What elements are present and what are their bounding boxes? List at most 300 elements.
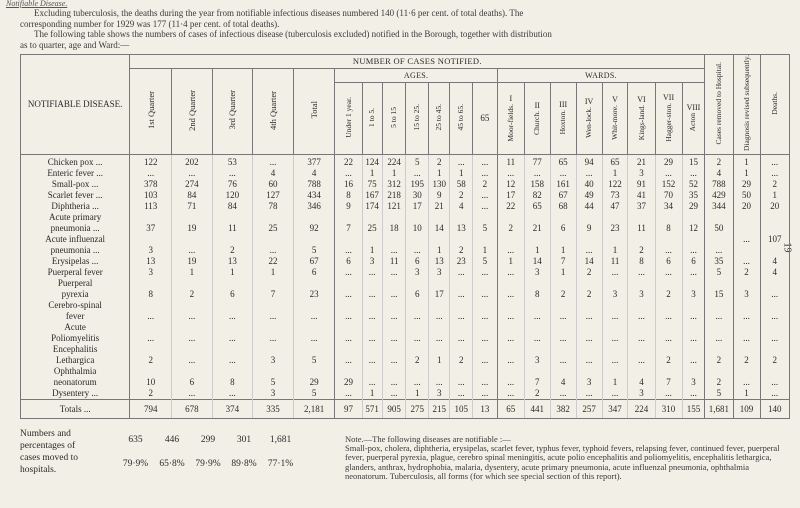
table-cell: 17	[429, 289, 450, 300]
hospital-percentage: 79·9%	[195, 459, 221, 469]
table-cell	[253, 234, 294, 245]
table-cell	[406, 234, 429, 245]
table-cell	[705, 322, 733, 333]
table-cell: ...	[733, 234, 760, 245]
table-cell: 4	[628, 377, 655, 388]
hospital-percentage: 89·8%	[231, 459, 257, 469]
table-cell: ...	[450, 388, 473, 400]
table-cell: ...	[172, 311, 213, 322]
table-cell: 13	[212, 256, 253, 267]
table-cell	[130, 212, 172, 223]
table-cell: ...	[550, 168, 576, 179]
table-cell	[550, 344, 576, 355]
table-cell: 94	[576, 155, 602, 169]
table-cell: 11	[628, 223, 655, 234]
table-cell: ...	[253, 155, 294, 169]
table-cell	[450, 344, 473, 355]
page-header-note: Notifiable Disease.	[6, 0, 68, 8]
table-cell: 224	[382, 155, 406, 169]
table-cell	[602, 344, 628, 355]
table-cell: 8	[655, 223, 682, 234]
table-cell: ...	[550, 311, 576, 322]
table-cell	[760, 212, 789, 223]
table-cell: ...	[497, 168, 524, 179]
ward-header: III Hoxton.	[550, 83, 576, 155]
table-cell	[497, 278, 524, 289]
table-cell: 2	[655, 289, 682, 300]
table-cell: 905	[382, 400, 406, 419]
table-cell: 41	[628, 190, 655, 201]
table-cell	[733, 245, 760, 256]
table-cell	[293, 366, 335, 377]
table-cell: 22	[253, 256, 294, 267]
table-cell: ...	[293, 333, 335, 344]
table-cell: 103	[130, 190, 172, 201]
table-cell: ...	[602, 267, 628, 278]
table-cell: 44	[576, 201, 602, 212]
table-cell	[406, 212, 429, 223]
table-cell: 34	[655, 201, 682, 212]
table-cell	[497, 234, 524, 245]
table-row	[21, 278, 790, 289]
notifiable-diseases-note	[331, 435, 786, 481]
disease-name: Cerebro-spinal	[21, 300, 130, 311]
table-cell: 1	[406, 388, 429, 400]
table-cell: 17	[406, 201, 429, 212]
table-cell: 3	[628, 168, 655, 179]
table-cell: 788	[705, 179, 733, 190]
table-cell: 65	[497, 400, 524, 419]
disease-name: Ophthalmia	[21, 366, 130, 377]
table-cell: ...	[497, 333, 524, 344]
table-cell	[705, 212, 733, 223]
table-cell: ...	[212, 168, 253, 179]
table-cell: ...	[382, 377, 406, 388]
table-cell: 2	[497, 223, 524, 234]
table-cell: 15	[682, 155, 705, 169]
table-cell: ...	[628, 311, 655, 322]
hospital-percentage: 77·1%	[267, 459, 294, 469]
table-cell: 678	[172, 400, 213, 419]
table-cell	[382, 344, 406, 355]
table-cell: 1,681	[705, 400, 733, 419]
table-cell: ...	[130, 168, 172, 179]
table-cell	[524, 278, 550, 289]
intro-line-1: Excluding tuberculosis, the deaths during the year from notifiable infectious diseases numbered 140 (11·6 per cent. of total deaths). The	[34, 8, 524, 18]
table-cell: ...	[429, 333, 450, 344]
table-cell: ...	[655, 267, 682, 278]
table-cell	[429, 322, 450, 333]
table-cell: ...	[760, 289, 789, 300]
table-cell: 4	[293, 168, 335, 179]
table-cell: ...	[362, 377, 382, 388]
table-cell: ...	[450, 267, 473, 278]
table-cell: ...	[576, 245, 602, 256]
table-cell	[406, 344, 429, 355]
quarter-header-1: 1st Quarter	[130, 69, 172, 155]
table-cell	[524, 344, 550, 355]
table-cell: 4	[253, 168, 294, 179]
ward-header: IV Wen-lock.	[576, 83, 602, 155]
table-cell	[472, 212, 497, 223]
table-cell: 47	[602, 201, 628, 212]
table-cell	[212, 366, 253, 377]
table-cell: 7	[524, 377, 550, 388]
table-cell: 10	[406, 223, 429, 234]
table-cell: ...	[362, 267, 382, 278]
table-cell	[130, 344, 172, 355]
table-cell	[472, 300, 497, 311]
table-row	[21, 311, 790, 322]
table-cell	[450, 278, 473, 289]
table-cell	[472, 234, 497, 245]
table-cell: ...	[576, 333, 602, 344]
table-cell	[550, 212, 576, 223]
table-cell: 1	[602, 377, 628, 388]
table-cell: 35	[682, 190, 705, 201]
table-cell	[576, 234, 602, 245]
table-cell: 218	[382, 190, 406, 201]
table-cell	[497, 366, 524, 377]
disease-name: Totals ...	[21, 400, 130, 419]
table-cell	[682, 212, 705, 223]
table-cell: ...	[655, 388, 682, 400]
table-row	[21, 289, 790, 300]
table-cell: 76	[212, 179, 253, 190]
table-cell: 274	[172, 179, 213, 190]
table-cell: ...	[760, 377, 789, 388]
table-cell: ...	[429, 311, 450, 322]
table-cell: 6	[335, 256, 362, 267]
table-cell	[362, 212, 382, 223]
disease-name: Diphtheria ...	[21, 201, 130, 212]
table-cell: ...	[472, 267, 497, 278]
table-cell: ...	[682, 355, 705, 366]
table-cell: 19	[172, 223, 213, 234]
disease-name: pneumonia ...	[21, 245, 130, 256]
table-cell: 67	[550, 190, 576, 201]
table-cell: ...	[472, 168, 497, 179]
table-cell	[253, 322, 294, 333]
table-cell	[682, 278, 705, 289]
table-cell: 14	[576, 256, 602, 267]
table-row	[21, 212, 790, 223]
table-cell	[382, 322, 406, 333]
table-cell: ...	[628, 267, 655, 278]
table-cell: 344	[705, 201, 733, 212]
table-cell: 2,181	[293, 400, 335, 419]
table-cell: ...	[450, 377, 473, 388]
table-cell	[760, 245, 789, 256]
table-cell: 105	[450, 400, 473, 419]
table-cell	[212, 278, 253, 289]
hospital-number: 635	[128, 435, 143, 445]
table-cell: 3	[429, 388, 450, 400]
table-cell: 788	[293, 179, 335, 190]
wards-header: WARDS.	[497, 69, 705, 83]
table-cell: ...	[335, 355, 362, 366]
table-cell: ...	[705, 311, 733, 322]
table-cell	[382, 278, 406, 289]
table-cell	[576, 300, 602, 311]
table-cell: 11	[212, 223, 253, 234]
table-cell	[760, 366, 789, 377]
table-cell	[172, 366, 213, 377]
table-cell: ...	[497, 355, 524, 366]
table-cell	[130, 300, 172, 311]
quarter-header-3: 3rd Quarter	[212, 69, 253, 155]
table-cell: ...	[335, 245, 362, 256]
table-cell	[212, 300, 253, 311]
table-cell: 65	[550, 155, 576, 169]
table-cell: 122	[130, 155, 172, 169]
table-cell: ...	[335, 333, 362, 344]
table-cell: 224	[628, 400, 655, 419]
table-cell: ...	[524, 311, 550, 322]
table-cell	[172, 278, 213, 289]
table-cell: ...	[450, 289, 473, 300]
table-cell: 1	[602, 245, 628, 256]
table-cell: 794	[130, 400, 172, 419]
intro-line-2: corresponding number for 1929 was 177 (11·4 per cent. of total deaths).	[20, 18, 280, 29]
table-cell	[253, 300, 294, 311]
table-row	[21, 234, 790, 245]
table-cell: ...	[655, 311, 682, 322]
table-cell: 2	[130, 355, 172, 366]
table-cell: ...	[682, 267, 705, 278]
table-cell	[628, 278, 655, 289]
table-cell: 11	[382, 256, 406, 267]
disease-name: Puerperal	[21, 278, 130, 289]
table-cell	[253, 344, 294, 355]
table-cell: 347	[602, 400, 628, 419]
table-cell: 67	[293, 256, 335, 267]
intro-line-3: The following table shows the numbers of cases of infectious disease (tuberculosis excluded) notified in the Borough, together with distribution	[34, 29, 552, 39]
table-cell	[733, 322, 760, 333]
table-cell: ...	[733, 333, 760, 344]
table-cell: 2	[450, 190, 473, 201]
table-cell: 65	[524, 201, 550, 212]
disease-name: pneumonia ...	[21, 223, 130, 234]
table-cell	[429, 234, 450, 245]
table-cell	[733, 366, 760, 377]
table-cell	[362, 366, 382, 377]
table-cell	[429, 300, 450, 311]
table-cell: ...	[335, 311, 362, 322]
table-cell: 434	[293, 190, 335, 201]
table-cell: ...	[655, 168, 682, 179]
table-cell	[172, 300, 213, 311]
table-cell	[550, 322, 576, 333]
table-cell: 13	[472, 400, 497, 419]
age-header: 15 to 25.	[406, 83, 429, 155]
table-cell: 1	[550, 245, 576, 256]
table-cell: 19	[172, 256, 213, 267]
table-cell	[450, 366, 473, 377]
table-cell: 22	[335, 155, 362, 169]
table-cell: 122	[602, 179, 628, 190]
table-cell: 1	[733, 155, 760, 169]
table-cell: 71	[172, 201, 213, 212]
table-cell: ...	[602, 388, 628, 400]
table-cell	[524, 300, 550, 311]
table-cell	[760, 344, 789, 355]
table-cell: 310	[655, 400, 682, 419]
table-cell: 10	[130, 377, 172, 388]
table-cell: 9	[576, 223, 602, 234]
table-cell	[497, 322, 524, 333]
table-cell: ...	[429, 377, 450, 388]
table-cell	[293, 344, 335, 355]
table-row	[21, 179, 790, 190]
table-cell	[335, 366, 362, 377]
table-cell: 571	[362, 400, 382, 419]
table-cell	[602, 278, 628, 289]
table-cell	[450, 300, 473, 311]
table-cell: 18	[382, 223, 406, 234]
table-cell: ...	[550, 333, 576, 344]
table-row	[21, 168, 790, 179]
intro-paragraph	[20, 8, 790, 50]
hospital-number: 301	[236, 435, 252, 445]
table-cell	[550, 366, 576, 377]
table-cell	[450, 322, 473, 333]
table-cell: ...	[253, 245, 294, 256]
table-cell: 2	[550, 289, 576, 300]
table-cell	[655, 234, 682, 245]
table-cell	[576, 344, 602, 355]
table-cell	[335, 212, 362, 223]
table-cell	[628, 322, 655, 333]
table-cell: 275	[406, 400, 429, 419]
table-cell: ...	[472, 388, 497, 400]
table-cell: ...	[362, 355, 382, 366]
table-cell: ...	[733, 377, 760, 388]
table-cell	[172, 344, 213, 355]
table-cell: 2	[172, 289, 213, 300]
table-cell	[550, 234, 576, 245]
table-cell: 97	[335, 400, 362, 419]
table-row	[21, 300, 790, 311]
table-cell: 2	[576, 267, 602, 278]
table-cell	[212, 344, 253, 355]
table-cell: ...	[760, 311, 789, 322]
table-cell	[628, 344, 655, 355]
table-cell: ...	[497, 245, 524, 256]
table-cell: 21	[524, 223, 550, 234]
table-cell: ...	[253, 311, 294, 322]
table-row	[21, 190, 790, 201]
table-cell: ...	[382, 333, 406, 344]
table-cell: ...	[172, 333, 213, 344]
table-cell: ...	[550, 355, 576, 366]
table-cell: 2	[705, 155, 733, 169]
hospital-summary-label: Numbers and percentages of cases moved to hospitals.	[20, 429, 79, 475]
table-cell: 70	[655, 190, 682, 201]
table-cell: ...	[172, 245, 213, 256]
table-cell: 15	[705, 289, 733, 300]
table-cell: 2	[760, 355, 789, 366]
table-cell: 6	[682, 256, 705, 267]
table-cell: 346	[293, 201, 335, 212]
table-cell	[293, 234, 335, 245]
table-cell: 73	[602, 190, 628, 201]
table-cell	[362, 300, 382, 311]
table-cell	[406, 366, 429, 377]
table-cell: 37	[628, 201, 655, 212]
table-cell	[335, 234, 362, 245]
table-cell: 25	[253, 223, 294, 234]
table-cell	[576, 322, 602, 333]
table-cell: ...	[406, 311, 429, 322]
ward-header: I Moor-fields.	[497, 83, 524, 155]
table-cell: 77	[524, 155, 550, 169]
table-cell: 378	[130, 179, 172, 190]
table-cell: 50	[705, 223, 733, 234]
table-cell	[497, 300, 524, 311]
hospital-number: 299	[200, 435, 216, 445]
table-cell	[705, 234, 733, 245]
table-cell: 58	[450, 179, 473, 190]
table-cell: 3	[602, 289, 628, 300]
table-cell: ...	[382, 311, 406, 322]
table-cell: 16	[335, 179, 362, 190]
table-cell	[472, 366, 497, 377]
table-cell: ...	[335, 168, 362, 179]
table-cell	[682, 366, 705, 377]
hospital-number: 446	[164, 435, 180, 445]
table-cell: 377	[293, 155, 335, 169]
table-cell	[429, 278, 450, 289]
table-cell: 23	[602, 223, 628, 234]
table-cell	[682, 322, 705, 333]
age-header: 1 to 5.	[362, 83, 382, 155]
intro-line-4: as to quarter, age and Ward:—	[20, 39, 130, 50]
table-cell: 127	[253, 190, 294, 201]
table-cell: ...	[293, 311, 335, 322]
table-cell: 174	[362, 201, 382, 212]
table-row	[21, 344, 790, 355]
disease-name: fever	[21, 311, 130, 322]
table-cell: 2	[705, 377, 733, 388]
table-cell	[335, 300, 362, 311]
table-row	[21, 267, 790, 278]
table-body	[21, 155, 790, 419]
hospital-number: 1,681	[269, 435, 292, 445]
table-cell: 29	[655, 155, 682, 169]
table-cell	[760, 223, 789, 234]
table-cell	[212, 234, 253, 245]
table-cell: 1	[497, 256, 524, 267]
table-cell: 1	[602, 168, 628, 179]
ward-header: V Whit-more.	[602, 83, 628, 155]
table-cell	[524, 212, 550, 223]
table-cell: 1	[524, 245, 550, 256]
disease-name: pyrexia	[21, 289, 130, 300]
table-cell: 3	[576, 377, 602, 388]
table-cell	[362, 278, 382, 289]
table-cell: 75	[362, 179, 382, 190]
table-cell: 23	[293, 289, 335, 300]
table-cell: 130	[429, 179, 450, 190]
table-cell	[550, 278, 576, 289]
table-cell: 6	[655, 256, 682, 267]
table-cell	[212, 212, 253, 223]
table-cell: ...	[406, 333, 429, 344]
quarter-header-4: 4th Quarter	[253, 69, 294, 155]
table-cell	[472, 322, 497, 333]
table-cell: 441	[524, 400, 550, 419]
